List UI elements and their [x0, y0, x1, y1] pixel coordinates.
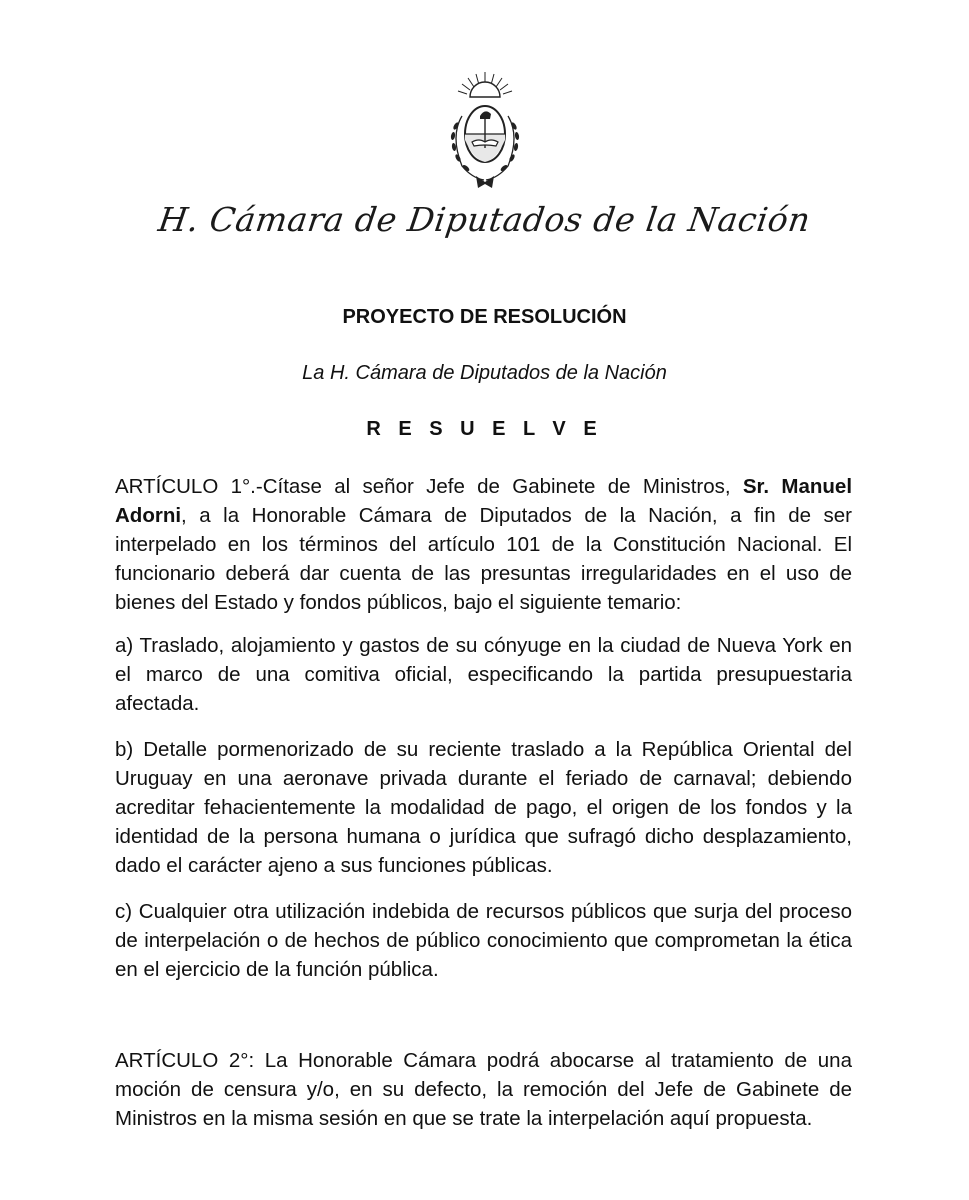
chamber-name-script: H. Cámara de Diputados de la Nación: [155, 200, 814, 239]
chamber-line: La H. Cámara de Diputados de la Nación: [302, 362, 667, 384]
article-1-rest: , a la Honorable Cámara de Diputados de la Nación, a fin de ser interpelado en los términos del artículo 101 de la Constitución Nacional. El funcionario deberá dar cuenta de las presuntas irregularidades en el uso de bienes del Estado y fondos públicos, bajo el siguiente temario:: [115, 504, 852, 614]
official-name: Sr. Manuel Adorni: [115, 475, 853, 527]
item-b: b) Detalle pormenorizado de su reciente traslado a la República Oriental del Uruguay en una aeronave privada durante el feriado de carnaval; debiendo acreditar fehacientemente la modalidad de pago, el origen de los fondos y la identidad de la persona humana o jurídica que sufragó dicho desplazamiento, dado el carácter ajeno a sus funciones públicas.: [115, 738, 852, 877]
document-title: PROYECTO DE RESOLUCIÓN: [342, 306, 627, 328]
item-c: c) Cualquier otra utilización indebida de recursos públicos que surja del proceso de interpelación o de hechos de público conocimiento que comprometan la ética en el ejercicio de la función pública.: [115, 900, 852, 981]
article-1: [115, 472, 852, 617]
article-2: ARTÍCULO 2°: La Honorable Cámara podrá abocarse al tratamiento de una moción de censura y/o, en su defecto, la remoción del Jefe de Gabinete de Ministros en la misma sesión en que se trate la interpelación aquí propuesta.: [115, 1049, 852, 1130]
coat-of-arms-icon: [436, 70, 534, 192]
item-a: a) Traslado, alojamiento y gastos de su cónyuge en la ciudad de Nueva York en el marco de una comitiva oficial, especificando la partida presupuestaria afectada.: [115, 634, 852, 715]
resolves-heading: R E S U E L V E: [366, 418, 603, 440]
article-1-lead: ARTÍCULO 1°.-Cítase al señor Jefe de Gabinete de Ministros,: [115, 475, 743, 498]
